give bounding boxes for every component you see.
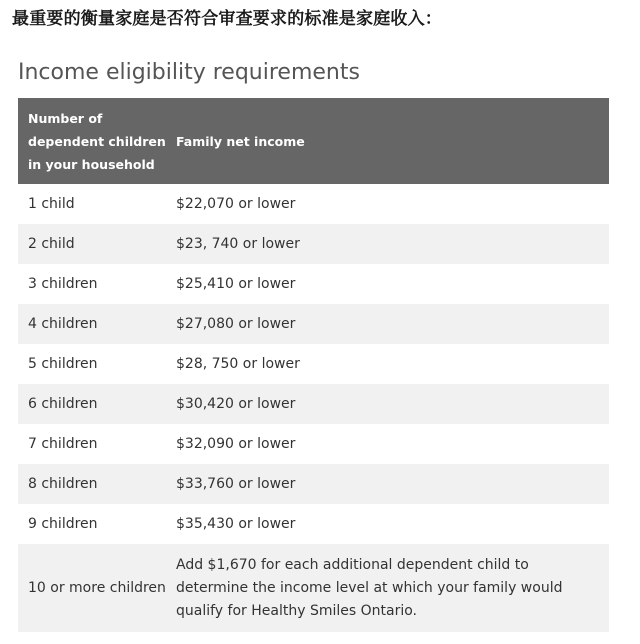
cell-children: 8 children xyxy=(28,475,98,492)
table-row xyxy=(18,264,609,304)
table-row xyxy=(18,384,609,424)
table-row xyxy=(18,184,609,224)
cell-children: 5 children xyxy=(28,355,98,372)
cell-income: $22,070 or lower xyxy=(176,195,296,212)
table-row xyxy=(18,504,609,544)
cell-income: Add $1,670 for each additional dependent child to determine the income level at which your family would qualify for Healthy Smiles Ontario. xyxy=(176,556,563,619)
cell-children: 6 children xyxy=(28,395,98,412)
cell-children: 10 or more children xyxy=(28,579,166,596)
cell-income: $35,430 or lower xyxy=(176,515,296,532)
intro-text: 最重要的衡量家庭是否符合审查要求的标准是家庭收入： xyxy=(12,9,442,29)
table-header-row xyxy=(18,98,609,184)
table-row xyxy=(18,344,609,384)
cell-children: 9 children xyxy=(28,515,98,532)
cell-income: $30,420 or lower xyxy=(176,395,296,412)
cell-income: $28, 750 or lower xyxy=(176,355,300,372)
cell-children: 1 child xyxy=(28,195,75,212)
income-eligibility-table xyxy=(18,98,609,632)
table-row xyxy=(18,424,609,464)
cell-income: $32,090 or lower xyxy=(176,435,296,452)
table-row xyxy=(18,544,609,632)
cell-children: 4 children xyxy=(28,315,98,332)
section-heading: Income eligibility requirements xyxy=(18,60,360,85)
table-row xyxy=(18,304,609,344)
cell-children: 3 children xyxy=(28,275,98,292)
cell-income: $27,080 or lower xyxy=(176,315,296,332)
cell-children: 7 children xyxy=(28,435,98,452)
cell-income: $23, 740 or lower xyxy=(176,235,300,252)
cell-income: $25,410 or lower xyxy=(176,275,296,292)
cell-income: $33,760 or lower xyxy=(176,475,296,492)
table-row xyxy=(18,464,609,504)
table-row xyxy=(18,224,609,264)
header-children: Number of dependent children in your household xyxy=(28,110,166,172)
header-income: Family net income xyxy=(176,133,305,149)
cell-children: 2 child xyxy=(28,235,75,252)
